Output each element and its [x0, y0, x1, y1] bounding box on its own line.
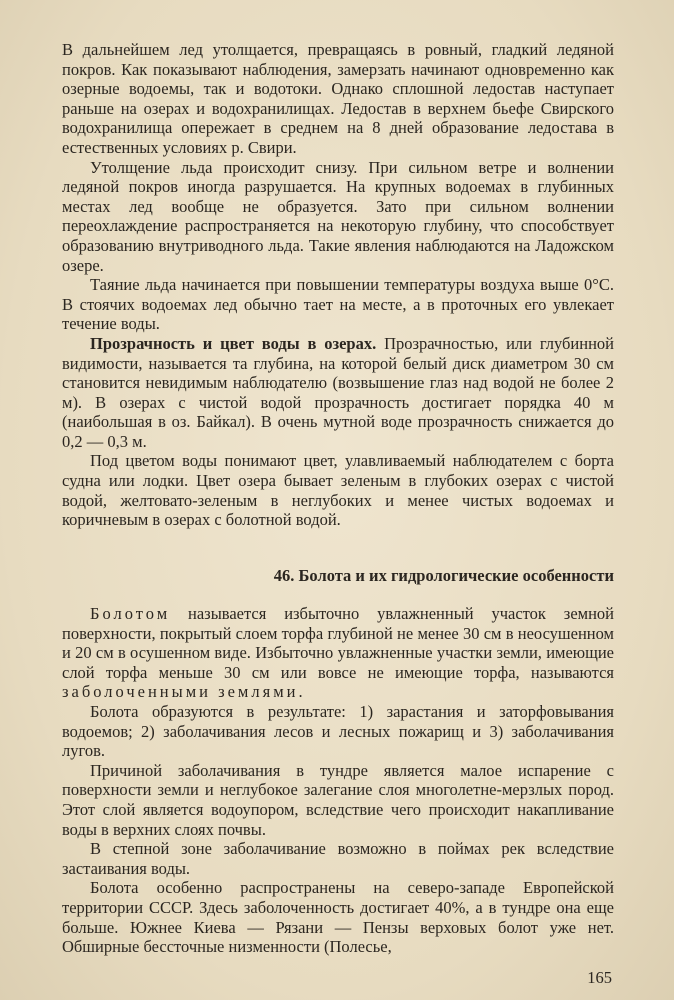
paragraph: Таяние льда начинается при повышении температуры воздуха выше 0°С. В стоячих водоемах лед обычно тает на месте, а в проточных его увлекает течение воды. [62, 275, 614, 334]
paragraph-heading: Прозрачность и цвет воды в озерах. [90, 333, 377, 353]
paragraph: Причиной заболачивания в тундре является малое испарение с поверхности земли и неглубокое залегание слоя многолетне-мерзлых пород. Этот слой является водоупором, вследствие чего происходит накапливание воды в верхних слоях почвы. [62, 760, 614, 839]
paragraph-text: называется избыточно увлажненный участок земной поверхности, покрытый слоем торфа глубиной не менее 30 см в неосушенном и 20 см в осушенном виде. Избыточно увлажненные участки земли, имеющие слой торфа меньше 30 см или вовсе не имеющие торфа, называются [62, 604, 614, 682]
paragraph: В дальнейшем лед утолщается, превращаясь в ровный, гладкий ледяной покров. Как показывают наблюдения, замерзать начинают одновременно как озерные водоемы, так и водотоки. Однако сплошной ледостав наступает раньше на озерах и водохранилищах. Ледостав в верхнем бьефе Свирского водохранилища опережает в среднем на 8 дней образование ледостава в естественных условиях р. Свири. [62, 40, 614, 157]
paragraph: Болота особенно распространены на северо-западе Европейской территории СССР. Здесь заболоченность достигает 40%, а в тундре она еще больше. Южнее Киева — Рязани — Пензы верховых болот уже нет. Обширные бессточные низменности (Полесье, [62, 878, 614, 957]
section-heading: 46. Болота и их гидрологические особенности [273, 566, 614, 585]
term: Болотом [90, 604, 171, 623]
paragraph-text: . [298, 682, 303, 702]
paragraph [62, 334, 614, 452]
page-number: 165 [587, 968, 612, 987]
paragraph-text: Прозрачностью, или глубинной видимости, называется та глубина, на которой белый диск диаметром 30 см становится невидимым наблюдателю (возвышение глаз над водой не более 2 м). В озерах с чистой водой прозрачность достигает порядка 40 м (наибольшая в оз. Байкал). В очень мутной воде прозрачность снижается до 0,2 — 0,3 м. [62, 333, 615, 451]
paragraph [62, 604, 614, 702]
paragraph: В степной зоне заболачивание возможно в поймах рек вследствие застаивания воды. [62, 839, 614, 878]
paragraph: Под цветом воды понимают цвет, улавливаемый наблюдателем с борта судна или лодки. Цвет озера бывает зеленым в глубоких озерах с чистой водой, желтовато-зеленым в неглубоких и менее чистых водоемах и коричневым в озерах с болотной водой. [62, 451, 614, 530]
text-block-upper [62, 40, 614, 530]
paragraph: Болота образуются в результате: 1) зарастания и заторфовывания водоемов; 2) заболачивания лесов и лесных пожарищ и 3) заболачивания лугов. [62, 701, 614, 761]
term: заболоченными землями [62, 682, 299, 702]
text-block-lower [62, 604, 614, 957]
paragraph: Утолщение льда происходит снизу. При сильном ветре и волнении ледяной покров иногда разрушается. На крупных водоемах в глубинных местах лед вообще не образуется. Зато при сильном волнении переохлаждение распространяется на некоторую глубину, что способствует образованию внутриводного льда. Такие явления наблюдаются на Ладожском озере. [62, 157, 614, 275]
